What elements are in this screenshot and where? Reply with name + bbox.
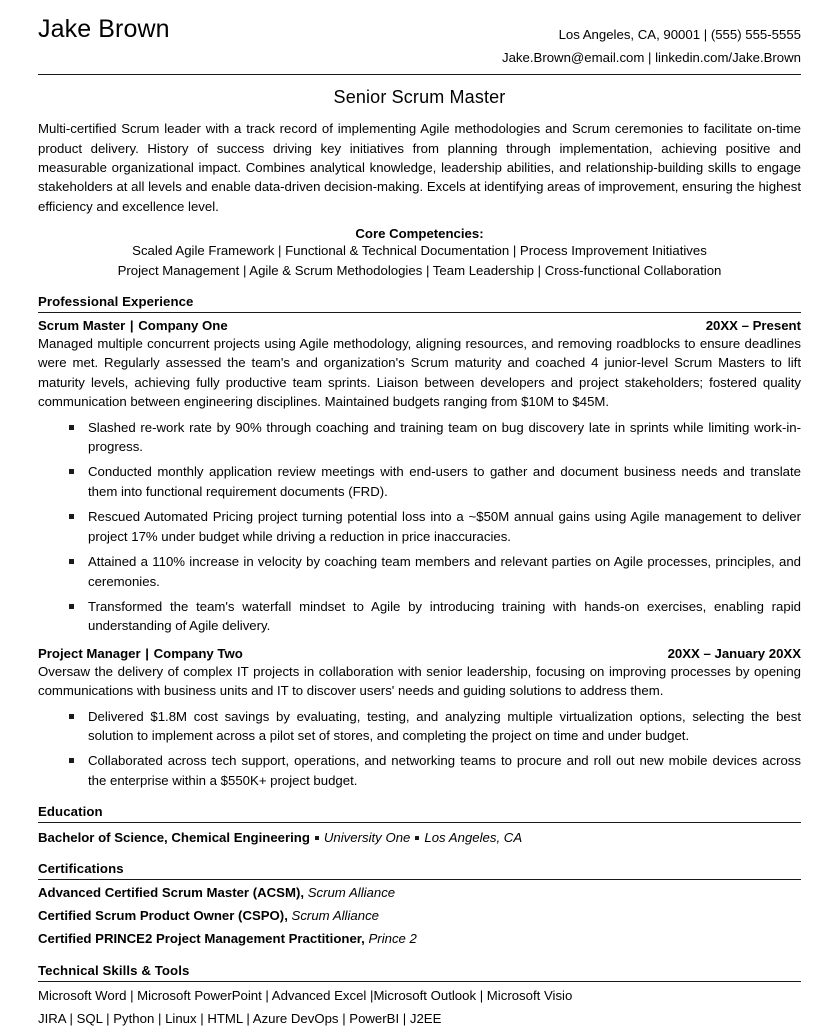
experience-bullet: Attained a 110% increase in velocity by coaching team members and relevant parties on Agile processes, principles, and ceremonies. [38,552,801,591]
experience-company: Company One [138,318,228,334]
core-competencies-line-2: Project Management | Agile & Scrum Methodologies | Team Leadership | Cross-functional Collaboration [117,262,722,278]
experience-entry [38,646,801,790]
certification-issuer: Scrum Alliance [291,908,380,924]
experience-job-title: Project Manager [38,645,141,661]
section-heading-experience: Professional Experience [38,294,801,313]
core-competencies-line-1: Scaled Agile Framework | Functional & Technical Documentation | Process Improvement Initiatives [132,243,707,259]
education-school: University One [323,830,411,846]
skills-line-2: JIRA | SQL | Python | Linux | HTML | Azure DevOps | PowerBI | J2EE [38,1011,442,1027]
contact-location-phone: Los Angeles, CA, 90001 | (555) 555-5555 [558,27,801,42]
section-education [38,804,801,847]
certification-name: Certified PRINCE2 Project Management Practitioner, [38,930,365,946]
section-heading-education: Education [38,804,801,823]
skills-line-1: Microsoft Word | Microsoft PowerPoint | Advanced Excel |Microsoft Outlook | Microsoft Visio [38,987,573,1003]
experience-title-company [38,318,228,333]
core-competencies-title: Core Competencies: [355,226,484,242]
header-divider [38,74,801,75]
certification-issuer: Scrum Alliance [307,885,396,901]
experience-entry-header [38,646,801,661]
section-technical-skills [38,963,801,1030]
title-company-separator: | [145,645,149,661]
title-company-separator: | [129,318,134,334]
experience-bullet-list [38,707,801,791]
experience-bullet: Slashed re-work rate by 90% through coaching and training team on bug discovery late in sprints while limiting work-in-progress. [38,418,801,457]
experience-dates: 20XX – January 20XX [667,645,801,661]
professional-summary: Multi-certified Scrum leader with a track record of implementing Agile methodologies and Scrum ceremonies to facilitate on-time product delivery. History of success driving key initiatives from planning through implementation, achieving positive and measurable organizational impact. Combines analytical knowledge, leadership abilities, and relationship-building skills to engage stakeholders at all levels and enable data-driven decision-making. Excels at identifying areas of improvement, ensuring the highest efficiency and excellence level. [38,121,801,214]
candidate-name: Jake Brown [38,15,170,43]
contact-email-linkedin: Jake.Brown@email.com | linkedin.com/Jake.Brown [502,50,801,66]
section-professional-experience [38,294,801,790]
education-separator-icon [415,836,419,840]
section-heading-certifications: Certifications [38,861,801,880]
experience-entry [38,318,801,636]
experience-description: Managed multiple concurrent projects using Agile methodology, aligning resources, and removing roadblocks to ensure deadlines were met. Regularly assessed the team's and organization's Scrum maturity and coached 4 junior-level Scrum Masters to lift maturity levels, achieving fully productive team sprints. Liaison between developers and project stakeholders; fostered quality communication between engineering disciplines. Maintained budgets ranging from $10M to $45M. [38,336,801,410]
experience-bullet: Conducted monthly application review meetings with end-users to gather and document business needs and translate them into functional requirement documents (FRD). [38,462,801,501]
section-certifications [38,861,801,948]
resume-header [38,10,801,69]
experience-description: Oversaw the delivery of complex IT projects in collaboration with senior leadership, focusing on improving processes by opening communications with business units and IT to discover users' needs and guiding solutions to address them. [38,663,801,699]
certification-entry [38,907,801,926]
certification-issuer: Prince 2 [368,930,417,946]
certification-name: Certified Scrum Product Owner (CSPO), [38,908,288,924]
experience-entry-header [38,318,801,333]
certification-name: Advanced Certified Scrum Master (ACSM), [38,885,305,901]
experience-bullet: Rescued Automated Pricing project turning potential loss into a ~$50M annual gains using Agile management to deliver project 17% under budget while driving a reduction in price inaccuracies. [38,507,801,546]
experience-job-title: Scrum Master [38,318,126,334]
contact-info [502,16,801,69]
certification-entry [38,884,801,903]
experience-bullet: Delivered $1.8M cost savings by evaluating, testing, and analyzing multiple virtualization options, selecting the best solution to implement across a pilot set of stores, and completing the project on time and under budget. [38,707,801,746]
education-degree: Bachelor of Science, Chemical Engineering [38,830,310,846]
experience-bullet-list [38,418,801,636]
education-separator-icon [315,836,319,840]
headline-title: Senior Scrum Master [333,87,506,108]
education-entry [38,828,801,847]
section-heading-skills: Technical Skills & Tools [38,963,801,982]
education-location: Los Angeles, CA [424,830,523,846]
experience-bullet: Transformed the team's waterfall mindset to Agile by introducing training with hands-on exercises, enabling rapid understanding of Agile delivery. [38,597,801,636]
experience-bullet: Collaborated across tech support, operations, and networking teams to procure and roll out new mobile devices across the enterprise within a $550K+ project budget. [38,751,801,790]
certification-entry [38,930,801,949]
experience-company: Company Two [153,645,243,661]
experience-title-company [38,646,243,661]
experience-dates: 20XX – Present [705,318,801,334]
